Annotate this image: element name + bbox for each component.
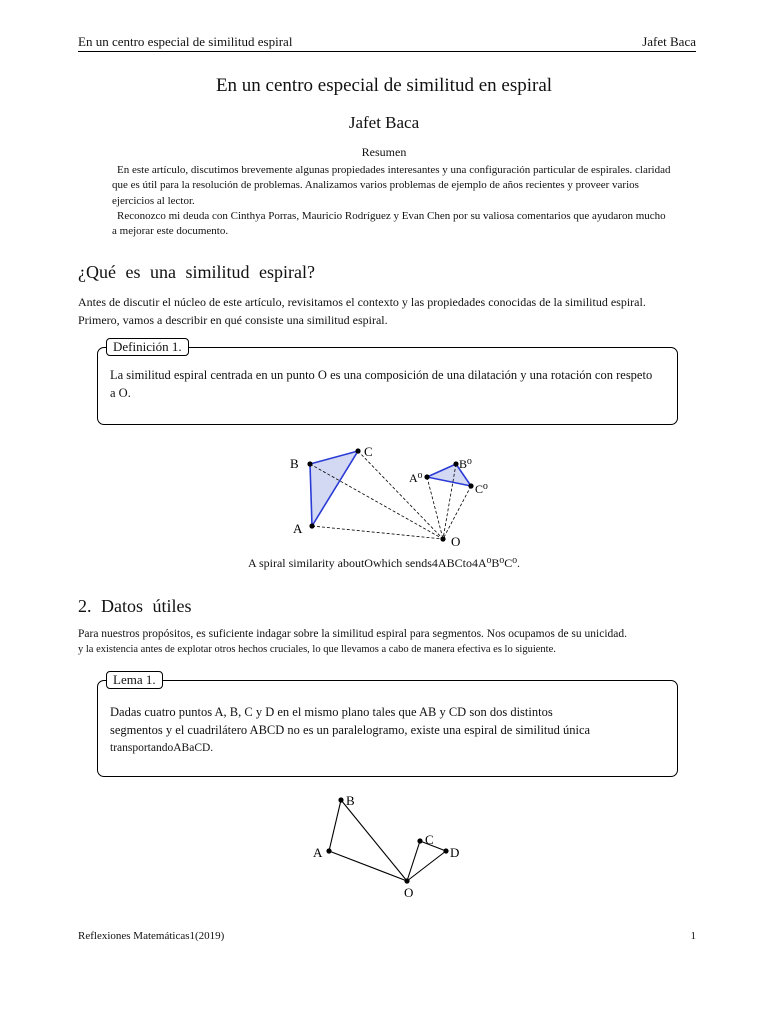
- label-c: C: [425, 832, 434, 847]
- label-a: A: [313, 845, 323, 860]
- lemma-text: [110, 703, 658, 757]
- lemma-line-2: segmentos y el cuadrilátero ABCD no es un paralelogramo, existe una espiral de similitud única: [110, 723, 591, 737]
- footer-journal: Reflexiones Matemáticas1(2019): [78, 930, 225, 942]
- figure-1-caption: A spiral similarity aboutOwhich sends4ABCto4A⁰B⁰C⁰.: [247, 556, 521, 570]
- paper-author: Jafet Baca: [348, 113, 420, 132]
- paper-title: En un centro especial de similitud en espiral: [215, 75, 553, 96]
- section-1-heading: ¿Qué es una similitud espiral?: [78, 262, 315, 282]
- section-2-intro-line-1: Para nuestros propósitos, es suficiente indagar sobre la similitud espiral para segmentos. Nos ocupamos de su unicidad.: [78, 628, 628, 640]
- figure-lemma: [300, 790, 480, 905]
- label-c-prime: C⁰: [475, 482, 488, 496]
- definition-text: La similitud espiral centrada en un punto O es una composición de una dilatación y una rotación con respeto a O.: [110, 368, 653, 400]
- lemma-line-3: transportandoABaCD.: [110, 742, 214, 754]
- section-1-intro-text: Antes de discutir el núcleo de este artículo, revisitamos el contexto y las propiedades conocidas de la similitud espiral. Primero, vamos a describir en qué consiste una similitud espiral.: [78, 295, 646, 327]
- running-header-author: Jafet Baca: [642, 34, 696, 49]
- abstract: [112, 163, 672, 239]
- lemma-line-1: Dadas cuatro puntos A, B, C y D en el mismo plano tales que AB y CD son dos distintos: [110, 705, 553, 719]
- section-1-intro: [78, 293, 690, 329]
- label-o: O: [404, 885, 414, 900]
- label-b: B: [346, 793, 355, 808]
- abstract-paragraph-1: En este artículo, discutimos brevemente algunas propiedades interesantes y una configuración particular de espirales. claridad que es útil para la resolución de problemas. Analizamos varios problemas de ejemplo de años recientes y proveer varios ejercicios al lector.: [112, 164, 671, 207]
- label-b-prime: B⁰: [459, 457, 472, 471]
- lemma-label: Lema 1.: [106, 671, 163, 689]
- label-o: O: [451, 534, 461, 549]
- section-2-intro: [78, 626, 690, 658]
- section-2-heading: 2. Datos útiles: [78, 596, 192, 616]
- definition-box: [97, 339, 678, 425]
- label-a: A: [293, 521, 303, 536]
- label-a-prime: A⁰: [409, 471, 423, 485]
- header-rule: [78, 51, 696, 52]
- section-2-intro-line-2: y la existencia antes de explotar otros hechos cruciales, lo que llevamos a cabo de manera efectiva es lo siguiente.: [78, 644, 556, 655]
- abstract-heading: Resumen: [361, 145, 407, 159]
- figure-spiral-similarity: [270, 440, 500, 555]
- triangle-abc: [310, 451, 358, 526]
- label-b: B: [290, 456, 299, 471]
- definition-label: Definición 1.: [106, 338, 189, 356]
- page-number: 1: [690, 930, 696, 942]
- label-d: D: [450, 845, 460, 860]
- abstract-paragraph-2: Reconozco mi deuda con Cinthya Porras, Mauricio Rodríguez y Evan Chen por su valiosa comentarios que ayudaron mucho a mejorar este documento.: [112, 209, 666, 238]
- label-c: C: [364, 444, 373, 459]
- lemma-box: [97, 672, 678, 777]
- running-header-title: En un centro especial de similitud espiral: [78, 34, 293, 49]
